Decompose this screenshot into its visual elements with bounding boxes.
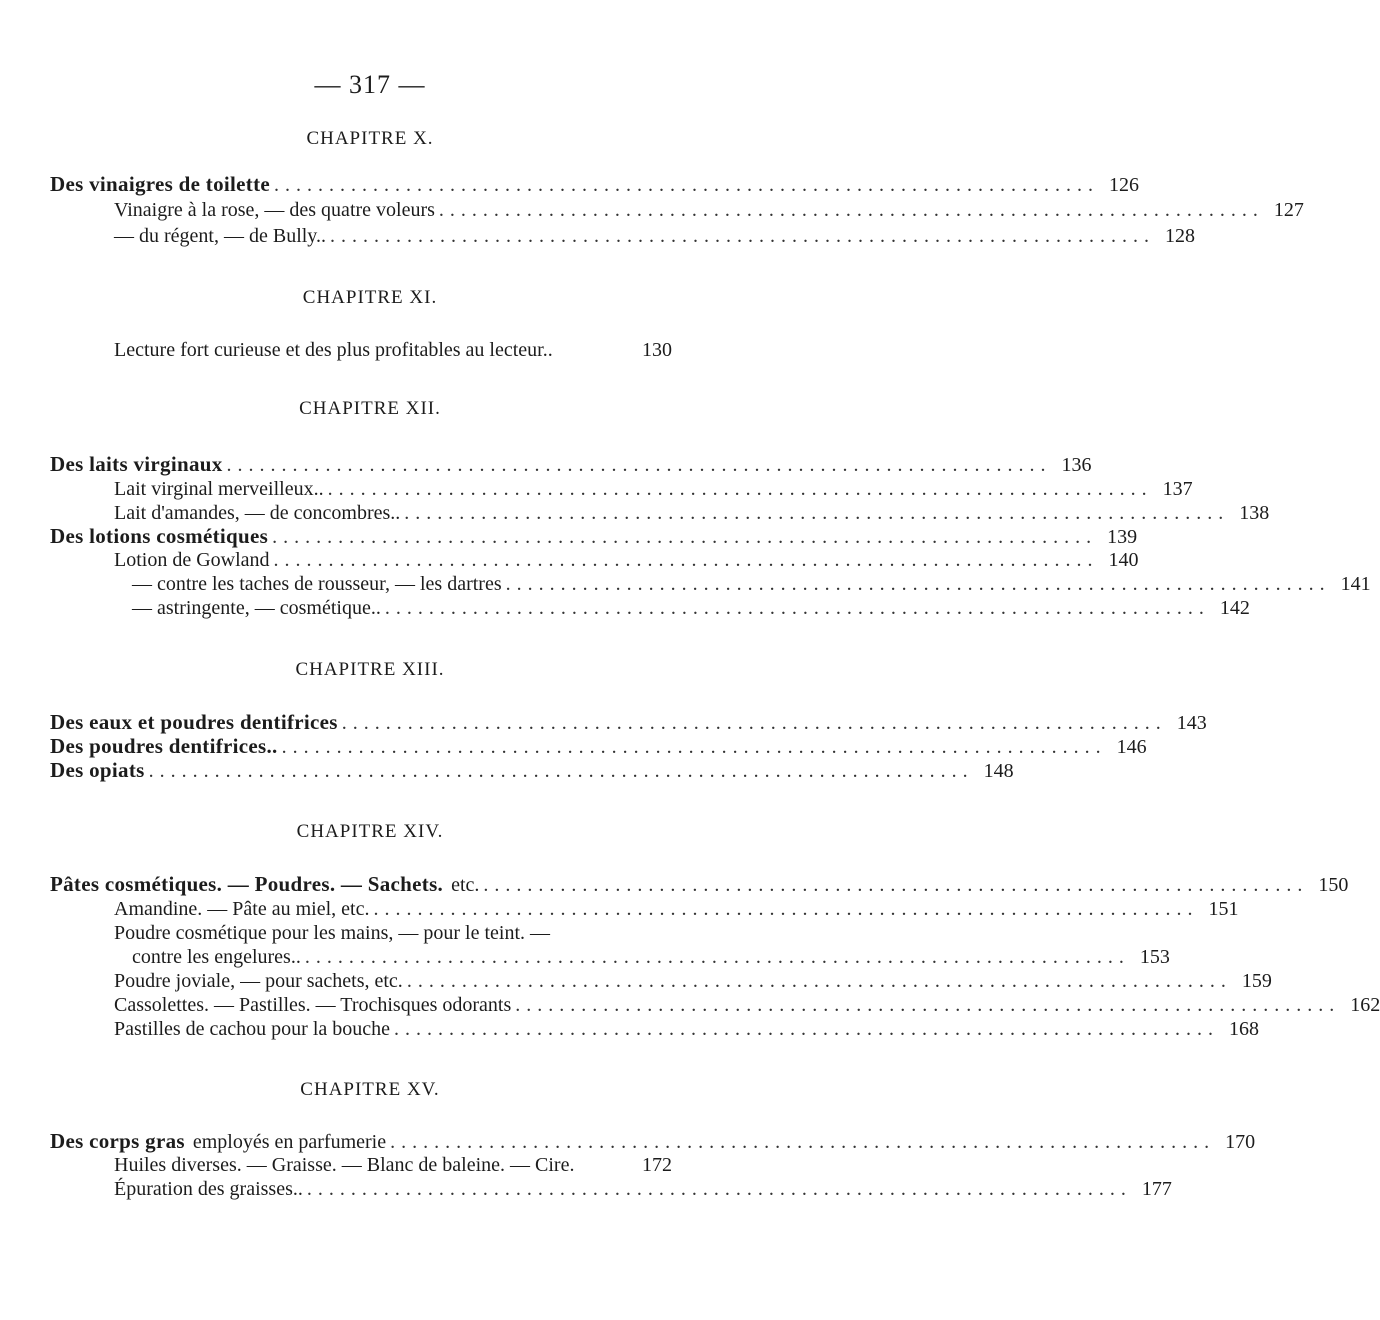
- dot-leader: ...........................................................................: [390, 1131, 1216, 1153]
- page-ref: 153: [1139, 946, 1170, 968]
- page-ref: 128: [1165, 225, 1196, 247]
- chapter-heading: CHAPITRE XV.: [300, 1079, 440, 1100]
- page-ref: 130: [642, 339, 672, 361]
- chapter-heading: CHAPITRE XII.: [299, 398, 441, 419]
- chapter-heading: CHAPITRE XIII.: [295, 659, 445, 680]
- entry-title-bold: Pâtes cosmétiques. — Poudres. — Sachets.: [50, 872, 444, 896]
- dot-leader: ...........................................................................: [373, 898, 1199, 920]
- chapter-heading: CHAPITRE XIV.: [296, 821, 444, 842]
- page-ref: 126: [1108, 174, 1139, 196]
- page-ref: 140: [1108, 549, 1139, 571]
- entry-title: contre les engelures..: [132, 946, 301, 968]
- toc-entry: [132, 596, 1250, 620]
- dot-leader: ...........................................................................: [483, 874, 1309, 896]
- page-ref: 141: [1340, 573, 1371, 595]
- dot-leader: ...........................................................................: [341, 712, 1167, 734]
- entry-title-bold: Des poudres dentifrices..: [50, 734, 278, 758]
- entry-title: Amandine. — Pâte au miel, etc.: [114, 898, 370, 920]
- entry-title-bold: Des eaux et poudres dentifrices: [50, 710, 338, 734]
- page-ref: 172: [642, 1154, 672, 1176]
- page-ref: 143: [1176, 712, 1207, 734]
- dot-leader: ...........................................................................: [384, 597, 1210, 619]
- page-ref: 127: [1273, 199, 1304, 221]
- entry-title: Poudre joviale, — pour sachets, etc.: [114, 970, 403, 992]
- toc-entry: [132, 572, 1371, 596]
- dot-leader: ...........................................................................: [404, 502, 1230, 524]
- dot-leader: ...........................................................................: [273, 549, 1099, 571]
- entry-title-bold: Des corps gras: [50, 1129, 185, 1153]
- entry-title-bold: Des laits virginaux: [50, 452, 223, 476]
- chapter-heading: CHAPITRE XI.: [302, 287, 438, 308]
- page-ref: 162: [1350, 994, 1380, 1016]
- dot-leader: ...........................................................................: [515, 994, 1341, 1016]
- page-number: — 317 —: [314, 70, 426, 99]
- page-ref: 148: [983, 760, 1014, 782]
- toc-entry: [50, 452, 1092, 477]
- toc-entry: [114, 1017, 1260, 1041]
- entry-title: Poudre cosmétique pour les mains, — pour le teint. —: [114, 922, 551, 944]
- entry-title: — contre les taches de rousseur, — les dartres: [132, 573, 502, 595]
- page-ref: 136: [1061, 454, 1092, 476]
- entry-title: Lait d'amandes, — de concombres..: [114, 502, 401, 524]
- toc-entry: [114, 897, 1239, 921]
- entry-title: — du régent, — de Bully..: [114, 225, 327, 247]
- entry-title: Huiles diverses. — Graisse. — Blanc de baleine. — Cire.: [114, 1154, 575, 1176]
- toc-entry: [50, 1129, 1256, 1154]
- toc-entry: [50, 524, 1138, 549]
- dot-leader: ...........................................................................: [281, 736, 1107, 758]
- toc-entry: [50, 172, 1139, 197]
- page-ref: 142: [1219, 597, 1250, 619]
- toc-entry: [114, 993, 1380, 1017]
- toc-entry: [114, 969, 1272, 993]
- page-ref: 138: [1239, 502, 1270, 524]
- entry-title: etc.: [451, 874, 480, 896]
- entry-title: Pastilles de cachou pour la bouche: [114, 1018, 391, 1040]
- page-ref: 150: [1318, 874, 1349, 896]
- entry-title-bold: Des vinaigres de toilette: [50, 172, 270, 196]
- page-ref: 139: [1107, 526, 1138, 548]
- toc-entry: [50, 710, 1207, 735]
- toc-entry: [114, 1177, 1172, 1201]
- dot-leader: ...........................................................................: [327, 478, 1153, 500]
- toc-entry: [114, 477, 1193, 501]
- page-ref: 159: [1241, 970, 1272, 992]
- dot-leader: ...........................................................................: [304, 946, 1130, 968]
- toc-entry: [50, 872, 1349, 897]
- entry-title: — astringente, — cosmétique..: [132, 597, 381, 619]
- dot-leader: ...........................................................................: [438, 199, 1264, 221]
- toc-entry: [114, 548, 1139, 572]
- page-ref: 146: [1116, 736, 1147, 758]
- entry-title: Lotion de Gowland: [114, 549, 270, 571]
- dot-leader: ...........................................................................: [406, 970, 1232, 992]
- entry-title: employés en parfumerie: [192, 1131, 387, 1153]
- entry-title-bold: Des lotions cosmétiques: [50, 524, 269, 548]
- page-ref: 170: [1225, 1131, 1256, 1153]
- toc-entry: [50, 734, 1147, 759]
- toc-entry: [114, 198, 1304, 222]
- toc-entry: [114, 224, 1196, 248]
- entry-title: Vinaigre à la rose, — des quatre voleurs: [114, 199, 435, 221]
- dot-leader: ...........................................................................: [306, 1178, 1132, 1200]
- entry-title-bold: Des opiats: [50, 758, 145, 782]
- toc-entry: [114, 501, 1270, 525]
- dot-leader: ...........................................................................: [148, 760, 974, 782]
- dot-leader: ...........................................................................: [226, 454, 1052, 476]
- page-ref: 177: [1141, 1178, 1172, 1200]
- toc-entry: [114, 1153, 672, 1177]
- toc-entry: [132, 945, 1170, 969]
- chapter-heading: CHAPITRE X.: [306, 128, 434, 149]
- dot-leader: ...........................................................................: [330, 225, 1156, 247]
- dot-leader: ...........................................................................: [505, 573, 1331, 595]
- toc-entry: [114, 338, 672, 362]
- entry-title: Épuration des graisses..: [114, 1178, 303, 1200]
- toc-entry: [114, 921, 672, 945]
- page-ref: 168: [1229, 1018, 1260, 1040]
- dot-leader: ...........................................................................: [273, 174, 1099, 196]
- entry-title: Lecture fort curieuse et des plus profitables au lecteur..: [114, 339, 553, 361]
- dot-leader: ...........................................................................: [394, 1018, 1220, 1040]
- page-ref: 151: [1208, 898, 1239, 920]
- toc-entry: [50, 758, 1014, 783]
- dot-leader: ...........................................................................: [272, 526, 1098, 548]
- entry-title: Cassolettes. — Pastilles. — Trochisques odorants: [114, 994, 512, 1016]
- page-ref: 137: [1162, 478, 1193, 500]
- entry-title: Lait virginal merveilleux..: [114, 478, 324, 500]
